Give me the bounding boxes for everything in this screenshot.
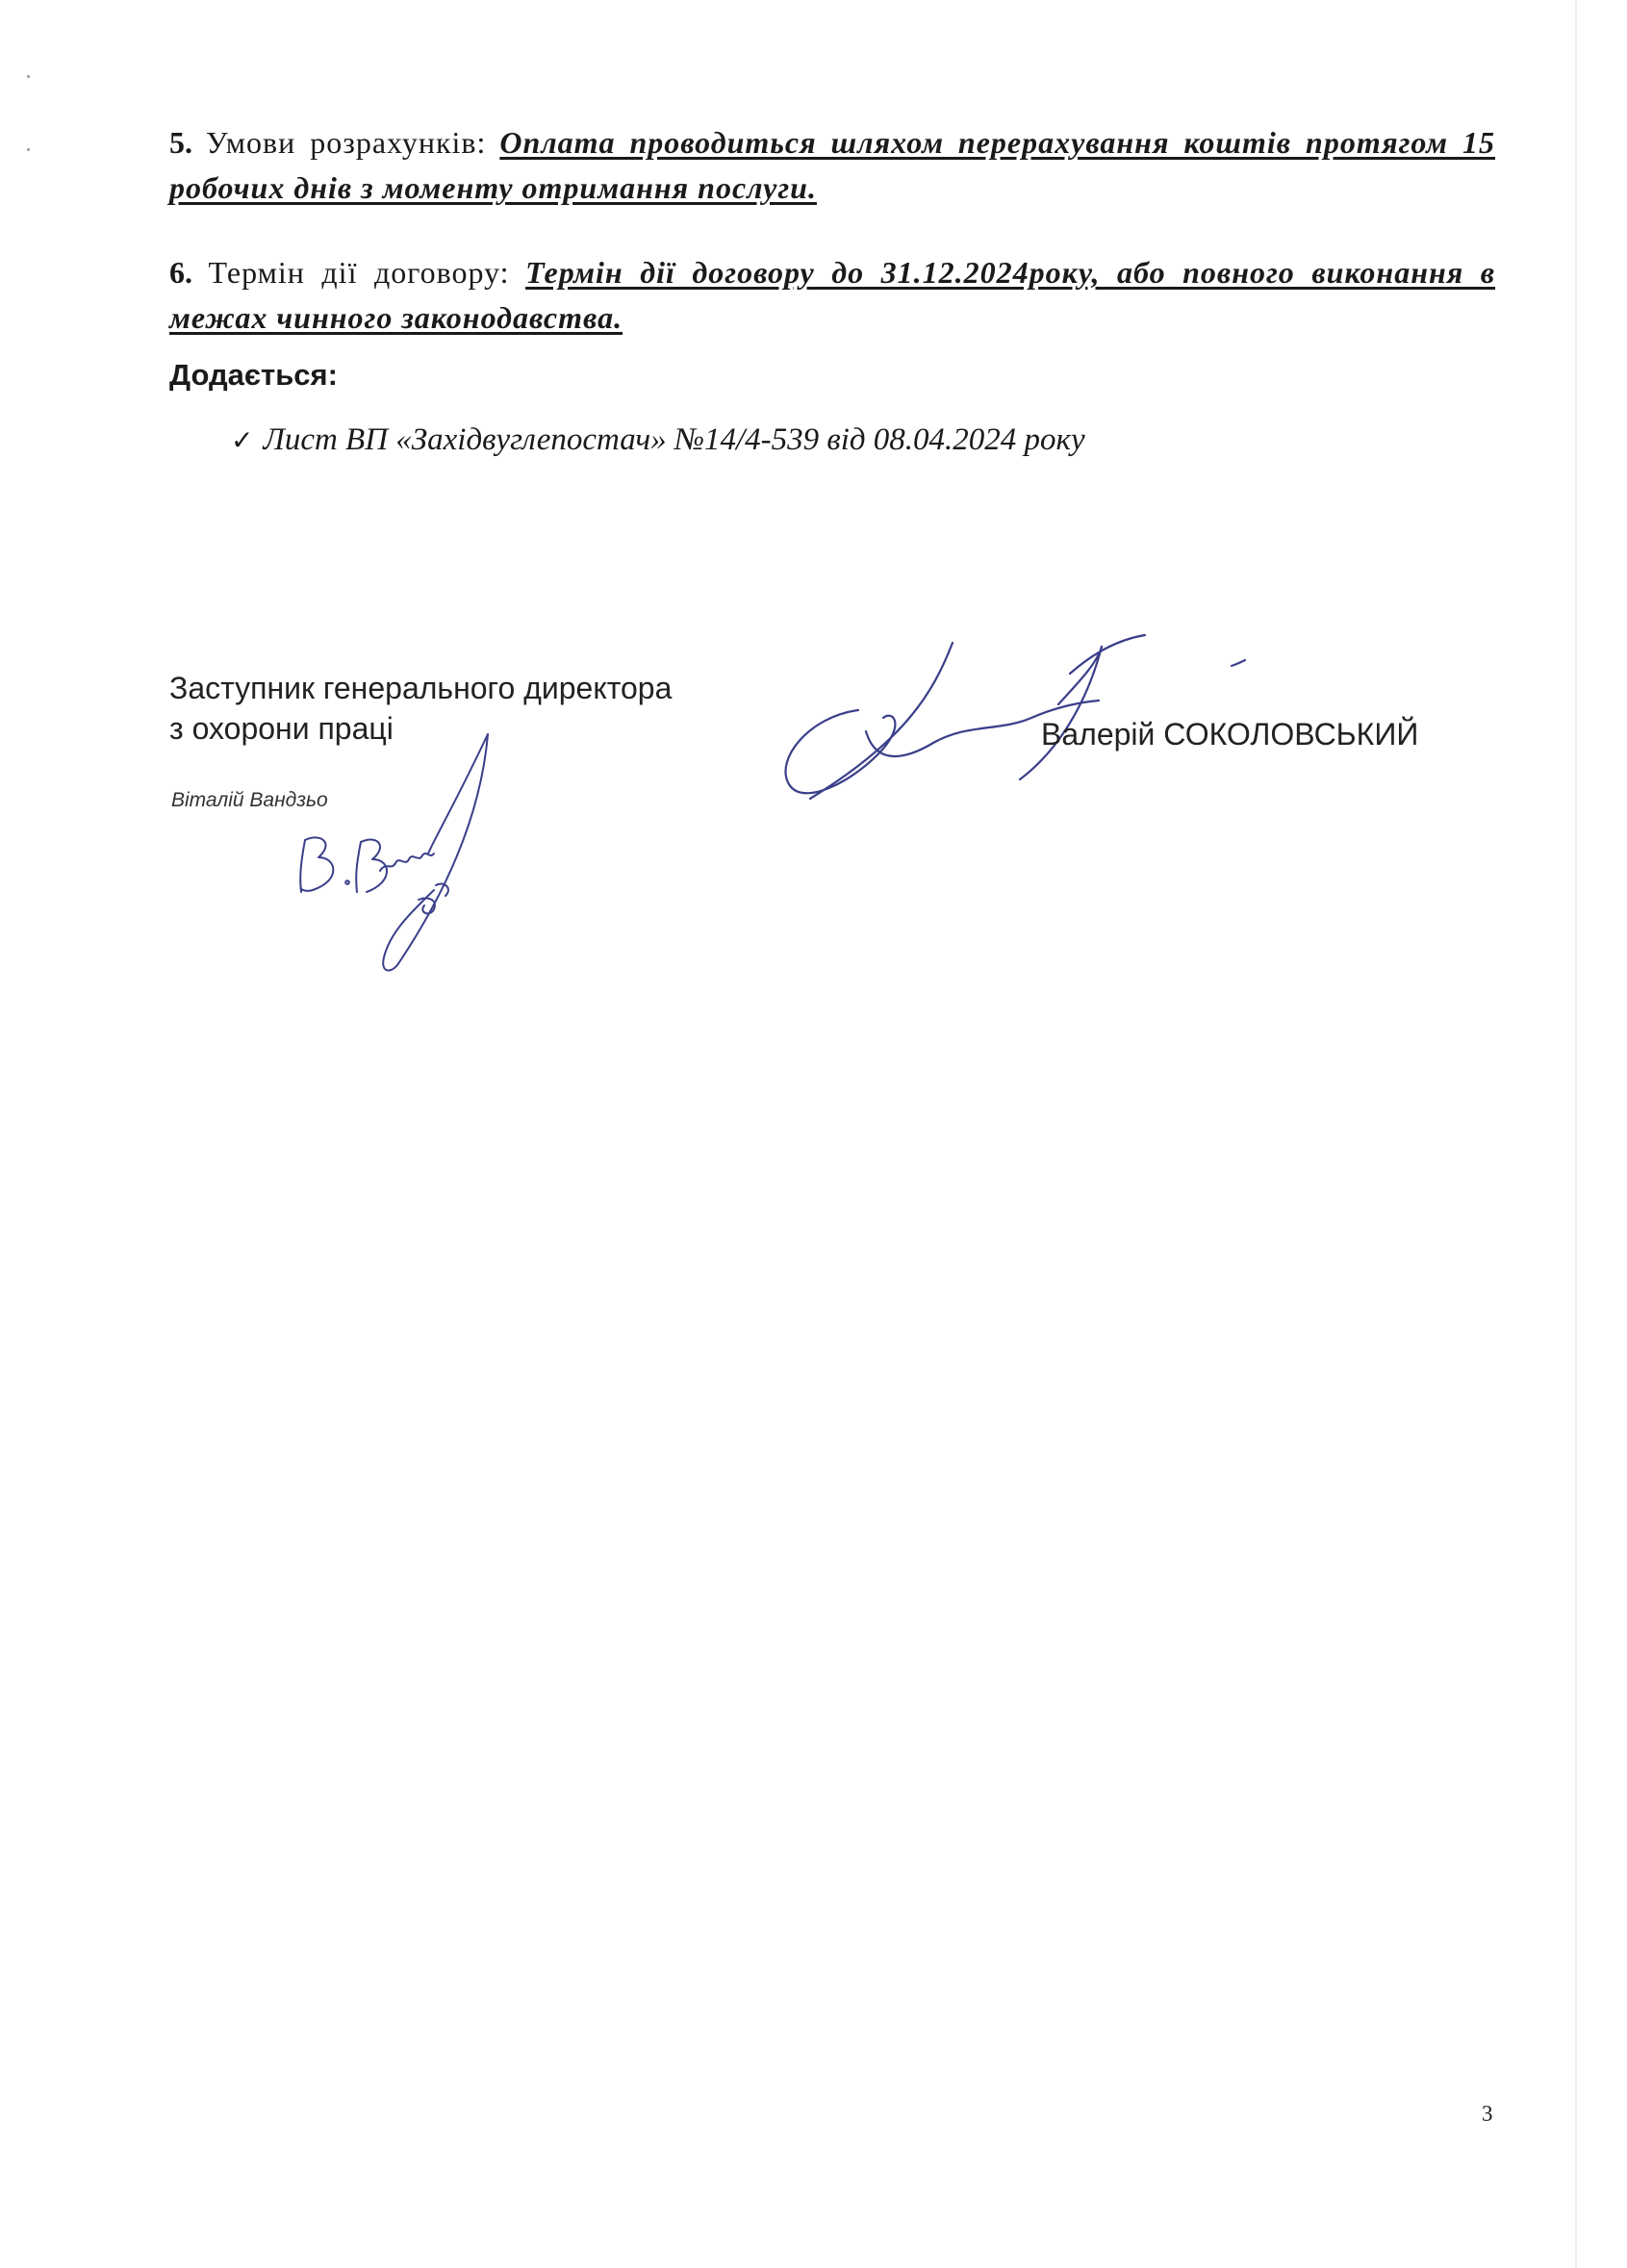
clause-label: Термін дії договору: [208, 255, 510, 290]
attachment-item [231, 419, 1085, 462]
clause-value: Термін дії договору до 31.12.2024року, або повного виконання в межах чинного законодавства. [169, 255, 1496, 335]
clause-value: Оплата проводиться шляхом перерахування коштів протягом 15 робочих днів з моменту отримання послуги. [169, 125, 1496, 205]
page-edge-shadow [1575, 0, 1577, 2268]
clause-payment-terms [169, 120, 1495, 211]
signatory-position-line2: з охорони праці [169, 711, 394, 746]
attachment-item-text: Лист ВП «Західвуглепостач» №14/4-539 від 08.04.2024 року [263, 422, 1085, 457]
clause-label: Умови розрахунків: [205, 125, 487, 160]
attachments-list [231, 419, 1085, 462]
approval-note: Віталій Вандзьо [171, 789, 328, 811]
page-number: 3 [1482, 2102, 1493, 2126]
clause-number: 5. [169, 125, 192, 160]
clause-contract-term [169, 250, 1495, 341]
clause-number: 6. [169, 255, 192, 290]
scan-speck [27, 75, 30, 78]
signatory-position-line1: Заступник генерального директора [169, 671, 673, 705]
signatory-name: Валерій СОКОЛОВСЬКИЙ [1041, 717, 1419, 752]
attachments-heading: Додається: [169, 358, 338, 392]
scan-speck [27, 148, 30, 151]
approval-signature [284, 726, 515, 977]
checkmark-icon: ✓ [231, 424, 254, 456]
